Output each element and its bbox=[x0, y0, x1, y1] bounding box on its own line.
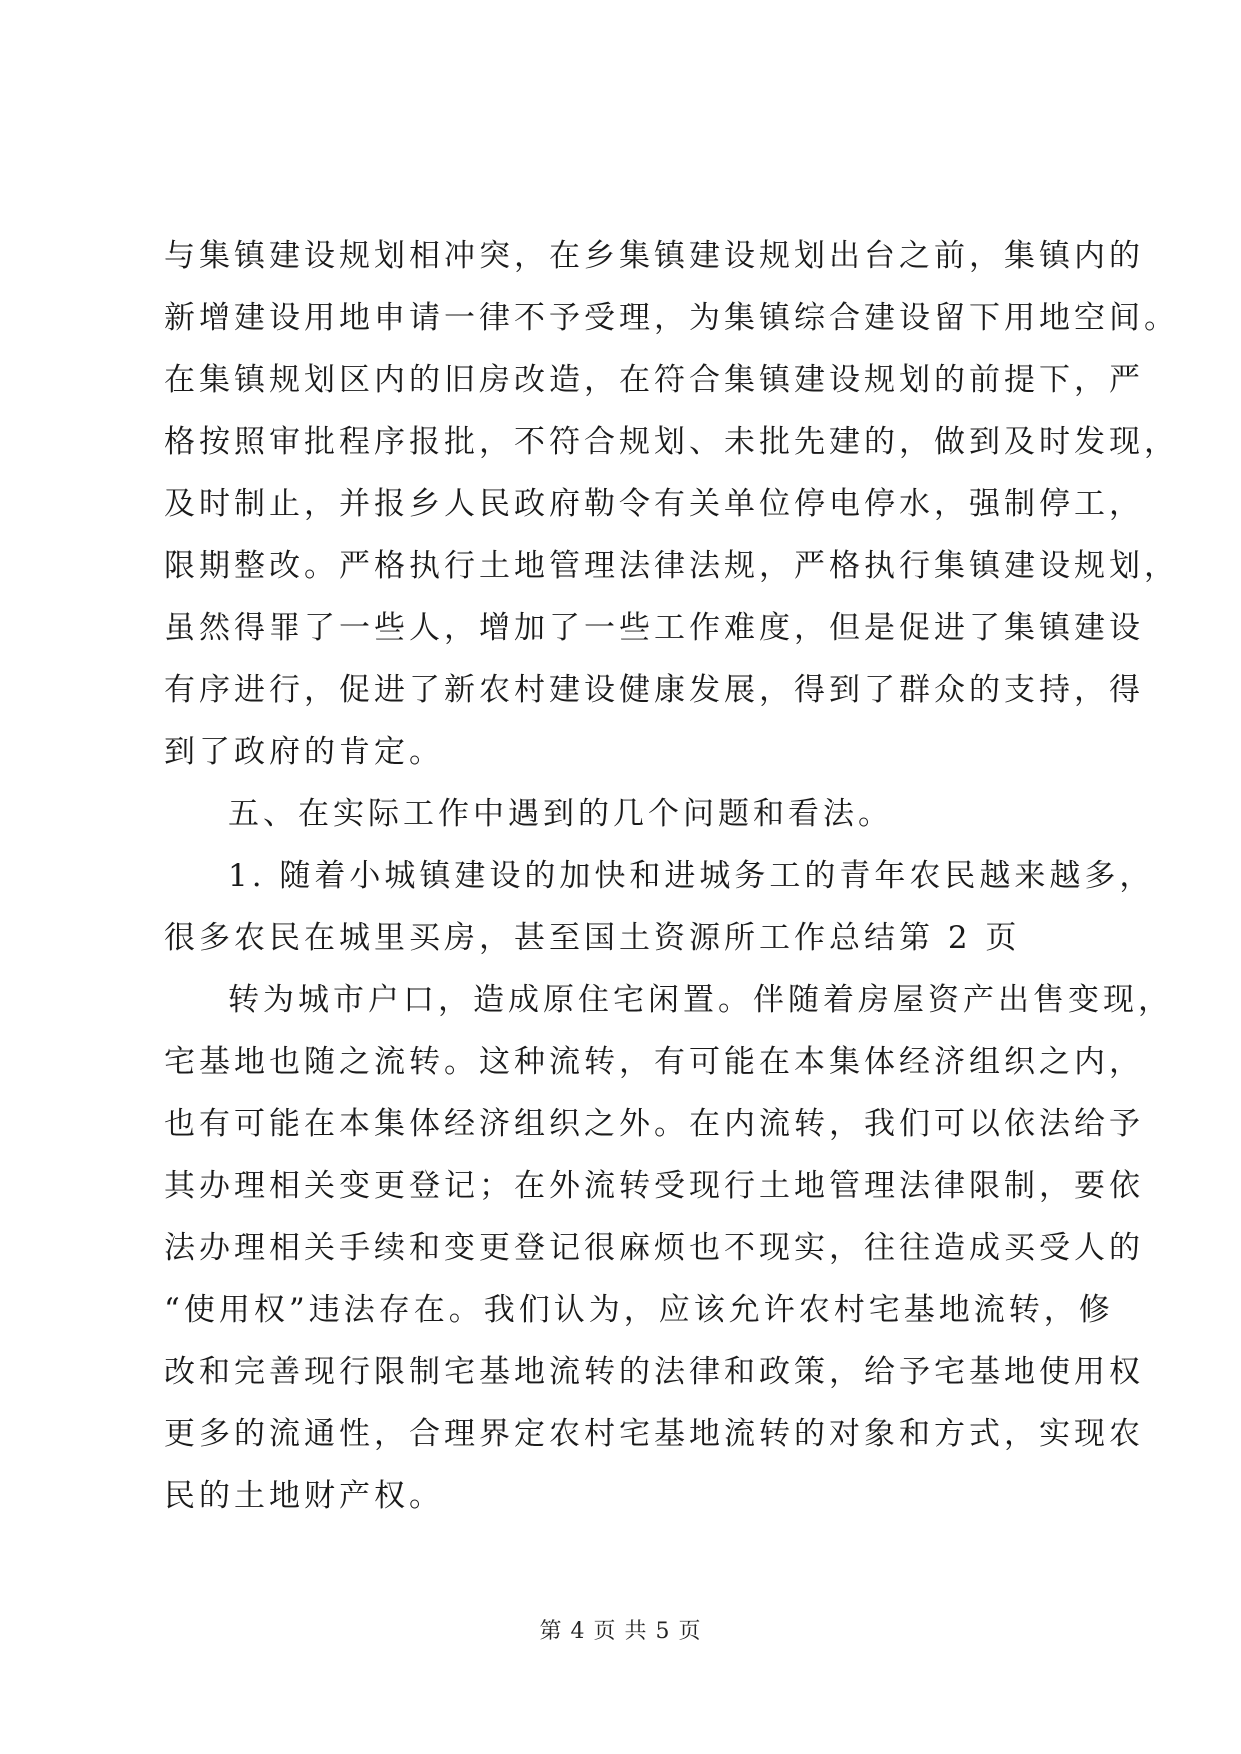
document-body bbox=[164, 225, 1179, 1527]
text-line: 改和完善现行限制宅基地流转的法律和政策，给予宅基地使用权 bbox=[164, 1354, 1144, 1390]
text-line: 1. 随着小城镇建设的加快和进城务工的青年农民越来越多， bbox=[228, 858, 1155, 894]
text-line: 在集镇规划区内的旧房改造，在符合集镇建设规划的前提下，严 bbox=[164, 362, 1144, 398]
text-line: 宅基地也随之流转。这种流转，有可能在本集体经济组织之内， bbox=[164, 1044, 1144, 1080]
text-line: 转为城市户口，造成原住宅闲置。伴随着房屋资产出售变现， bbox=[228, 982, 1173, 1018]
text-line: 更多的流通性，合理界定农村宅基地流转的对象和方式，实现农 bbox=[164, 1416, 1144, 1452]
text-line: 与集镇建设规划相冲突，在乡集镇建设规划出台之前，集镇内的 bbox=[164, 238, 1144, 274]
text-line: 很多农民在城里买房，甚至国土资源所工作总结第 2 页 bbox=[164, 920, 1021, 956]
text-line: 民的土地财产权。 bbox=[164, 1478, 444, 1514]
section-heading: 五、在实际工作中遇到的几个问题和看法。 bbox=[228, 796, 893, 832]
text-line: 也有可能在本集体经济组织之外。在内流转，我们可以依法给予 bbox=[164, 1106, 1144, 1142]
text-line: 有序进行，促进了新农村建设健康发展，得到了群众的支持，得 bbox=[164, 672, 1144, 708]
text-line: 虽然得罪了一些人，增加了一些工作难度，但是促进了集镇建设 bbox=[164, 610, 1144, 646]
page-number-footer: 第 4 页 共 5 页 bbox=[539, 1619, 702, 1644]
text-line: 其办理相关变更登记；在外流转受现行土地管理法律限制，要依 bbox=[164, 1168, 1144, 1204]
text-line: 到了政府的肯定。 bbox=[164, 734, 444, 770]
text-line: 新增建设用地申请一律不予受理，为集镇综合建设留下用地空间。 bbox=[164, 300, 1179, 336]
text-line: 格按照审批程序报批，不符合规划、未批先建的，做到及时发现， bbox=[164, 424, 1179, 460]
text-line: “使用权”违法存在。我们认为，应该允许农村宅基地流转，修 bbox=[164, 1292, 1114, 1328]
text-line: 限期整改。严格执行土地管理法律法规，严格执行集镇建设规划， bbox=[164, 548, 1179, 584]
text-line: 及时制止，并报乡人民政府勒令有关单位停电停水，强制停工， bbox=[164, 486, 1144, 522]
text-line: 法办理相关手续和变更登记很麻烦也不现实，往往造成买受人的 bbox=[164, 1230, 1144, 1266]
